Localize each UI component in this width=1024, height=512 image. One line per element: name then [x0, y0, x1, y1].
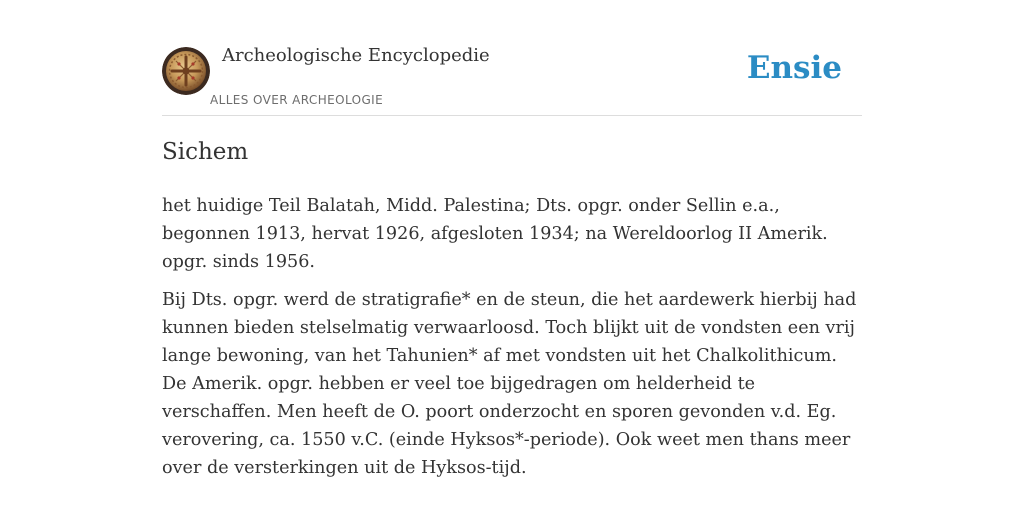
- page-title: Sichem: [162, 139, 249, 165]
- article-paragraph: het huidige Teil Balatah, Midd. Palestina; Dts. opgr. onder Sellin e.a., begonnen 1913, hervat 1926, afgesloten 1934; na Wereldoorlog II Amerik. opgr. sinds 1956.: [162, 196, 828, 272]
- article-paragraph: Bij Dts. opgr. werd de stratigrafie* en de steun, die het aardewerk hierbij had kunnen bieden stelselmatig verwaarloosd. Toch blijkt uit de vondsten een vrij lange bewoning, van het Tahunien* af met vondsten uit het Chalkolithicum. De Amerik. opgr. hebben er veel toe bijgedragen om helderheid te verschaffen. Men heeft de O. poort onderzocht en sporen gevonden v.d. Eg. verovering, ca. 1550 v.C. (einde Hyksos*-periode). Ook weet men thans meer over de versterkingen uit de Hyksos-tijd.: [162, 290, 857, 478]
- brand-logo[interactable]: Ensie: [746, 50, 842, 86]
- site-title[interactable]: Archeologische Encyclopedie: [222, 45, 490, 66]
- ancient-coin-icon[interactable]: [162, 47, 210, 95]
- site-subtitle: ALLES OVER ARCHEOLOGIE: [210, 93, 384, 107]
- header-divider: [162, 115, 862, 116]
- article-body: [162, 192, 862, 492]
